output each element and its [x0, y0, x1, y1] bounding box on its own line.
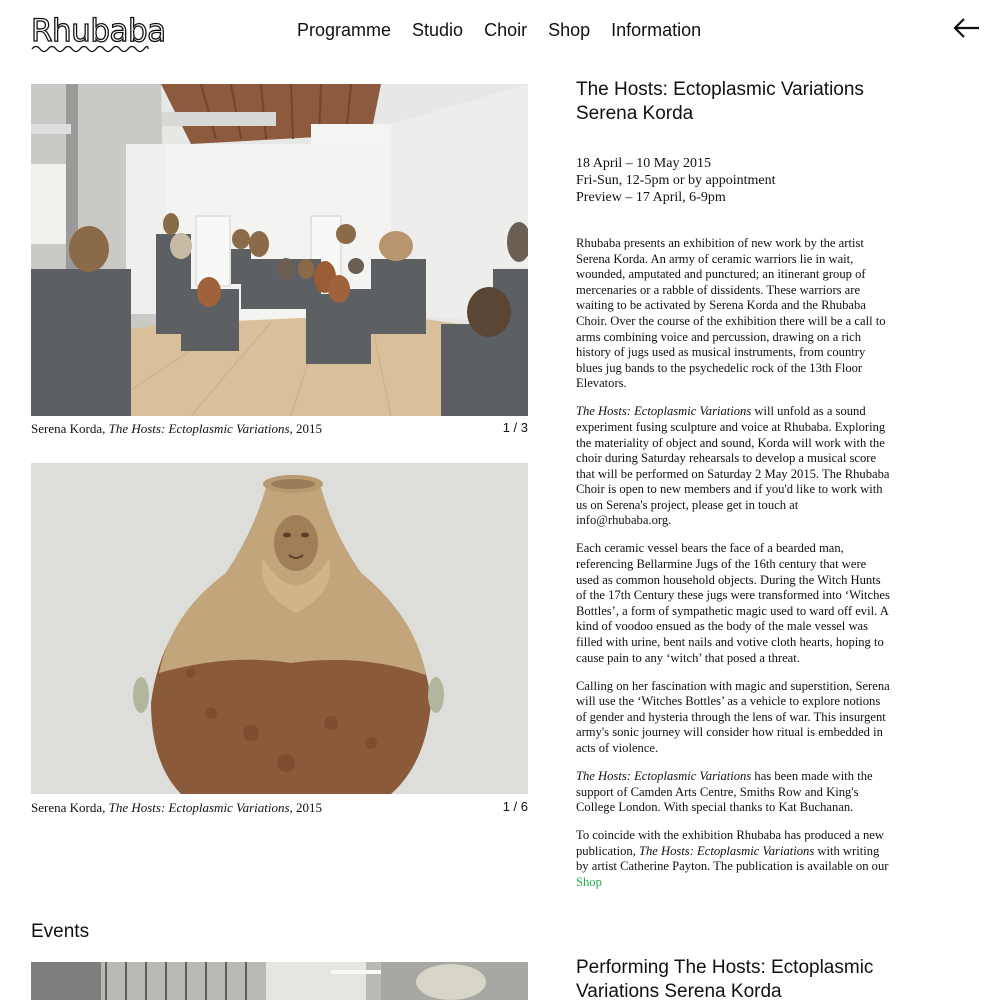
events-heading: Events — [31, 921, 90, 942]
nav-information[interactable]: Information — [611, 20, 702, 40]
shop-link[interactable]: Shop — [576, 874, 602, 889]
gallery-caption-1: Serena Korda, The Hosts: Ectoplasmic Variations, 2015 — [31, 421, 323, 436]
back-arrow-icon[interactable] — [952, 17, 980, 39]
paragraph-publication: To coincide with the exhibition Rhubaba has produced a new publication, The Hosts: Ectoplasmic Variations with writing by artist Catherine Payton. The publication is available on our Shop — [576, 828, 889, 889]
gallery-image-jug[interactable] — [31, 463, 528, 794]
date-range: 18 April – 10 May 2015 — [576, 156, 711, 171]
paragraph-magic: Calling on her fascination with magic and superstition, Serena will use the ‘Witches Bottles’ as a vehicle to explore notions of gender and hysteria through the lens of war. This insurgent army's sonic journey will consider how ritual is embedded in acts of violence. — [576, 678, 890, 755]
exhibition-dates — [576, 155, 906, 206]
main-nav — [297, 19, 701, 41]
gallery-caption-2: Serena Korda, The Hosts: Ectoplasmic Variations, 2015 — [31, 800, 323, 815]
nav-choir[interactable]: Choir — [484, 20, 528, 40]
nav-programme[interactable]: Programme — [297, 20, 392, 40]
gallery-counter-2[interactable]: 1 / 6 — [502, 799, 528, 814]
site-logo[interactable]: Rhubaba — [31, 13, 166, 49]
gallery-counter-1[interactable]: 1 / 3 — [502, 420, 528, 435]
logo-wave-underline — [31, 44, 149, 54]
paragraph-ceramic-vessels: Each ceramic vessel bears the face of a bearded man, referencing Bellarmine Jugs of the 16th century that were used as common household objects. During the Witch Hunts of the 17th Century these jugs were transformed into ‘Witches Bottles’, a form of sympathetic magic used to ward off evil. A kind of voodoo ensued as the body of the male vessel was filled with urine, bent nails and votive cloth hearts, hoping to cause pain to any ‘witch’ that posed a threat. — [576, 541, 890, 665]
paragraph-support: The Hosts: Ectoplasmic Variations has been made with the support of Camden Arts Centre, Smiths Row and King's College London. With special thanks to Kat Buchanan. — [576, 768, 873, 815]
opening-hours: Fri-Sun, 12-5pm or by appointment — [576, 173, 776, 188]
gallery-image-installation[interactable] — [31, 84, 528, 416]
event-image[interactable] — [31, 962, 528, 1000]
nav-shop[interactable]: Shop — [548, 20, 591, 40]
event-title[interactable]: Performing The Hosts: Ectoplasmic Variations Serena Korda — [576, 957, 874, 1002]
paragraph-sound-experiment: The Hosts: Ectoplasmic Variations will unfold as a sound experiment fusing sculpture and voice at Rhubaba. Exploring the materiality of object and sound, Korda will work with the choir during Saturday rehearsals to develop a musical score that will be performed on Saturday 2 May 2015. The Rhubaba Choir is open to new members and if you'd like to work with us on Serena's project, please get in touch at info@rhubaba.org. — [576, 404, 890, 528]
exhibition-description — [576, 236, 891, 903]
nav-studio[interactable]: Studio — [412, 20, 464, 40]
preview-date: Preview – 17 April, 6-9pm — [576, 190, 726, 205]
exhibition-title: The Hosts: Ectoplasmic Variations Serena Korda — [576, 79, 864, 124]
paragraph-intro: Rhubaba presents an exhibition of new work by the artist Serena Korda. An army of ceramic warriors lie in wait, wounded, amputated and punctured; an itinerant group of mercenaries or a rabble of dissidents. These warriors are waiting to be activated by Serena Korda and the Rhubaba Choir. Over the course of the exhibition there will be a call to arms combining voice and percussion, drawing on a rich history of jugs used as musical instruments, from country blues jug bands to the psychedelic rock of the 13th Floor Elevators. — [576, 236, 886, 391]
